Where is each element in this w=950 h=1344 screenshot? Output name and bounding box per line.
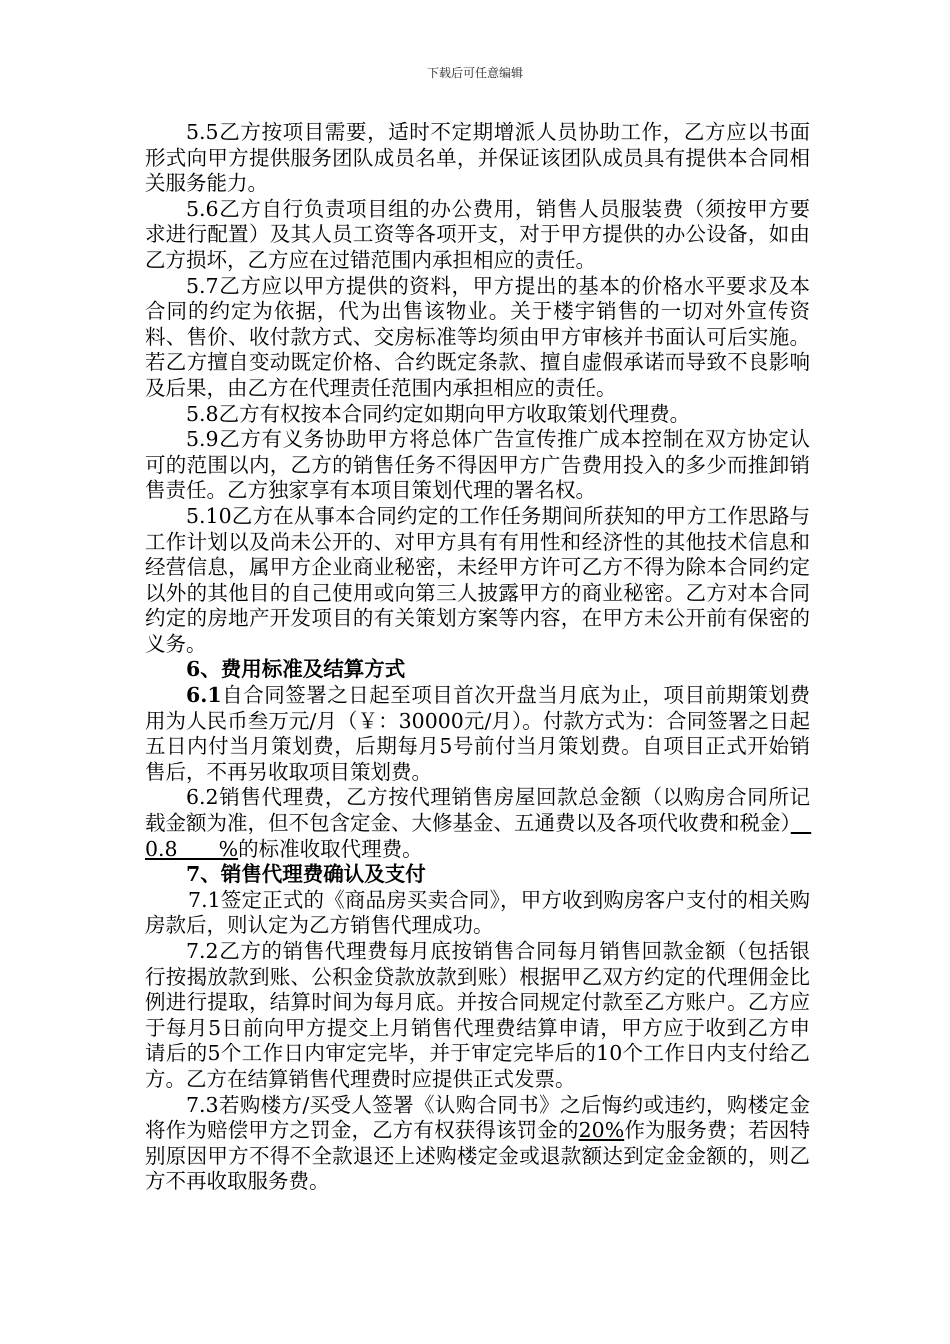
section-6-heading: 6、费用标准及结算方式 xyxy=(186,657,406,682)
clause-5-8: 5.8乙方有权按本合同约定如期向甲方收取策划代理费。 xyxy=(186,401,691,426)
clause-6-1 xyxy=(145,683,810,785)
clause-7-3-tail: 作为服务费；若因特别原因甲方不得不全款退还上述购楼定金或退款额达到定金金额的，则乙方不再收取服务费。 xyxy=(145,1118,811,1194)
commission-rate: 0.8 % xyxy=(145,811,812,861)
clause-6-1-text: 自合同签署之日起至项目首次开盘当月底为止，项目前期策划费用为人民币叁万元/月（￥：30000元/月）。付款方式为：合同签署之日起五日内付当月策划费，后期每月5号前付当月策划费。自项目正式开始销售后，不再另收取项目策划费。 xyxy=(145,683,810,784)
clause-6-2 xyxy=(145,785,810,862)
clause-6-2-tail: 的标准收取代理费。 xyxy=(238,836,423,861)
document-body xyxy=(145,120,810,1195)
clause-5-5: 5.5乙方按项目需要，适时不定期增派人员协助工作，乙方应以书面形式向甲方提供服务团队成员名单，并保证该团队成员具有提供本合同相关服务能力。 xyxy=(145,120,810,196)
clause-7-3 xyxy=(145,1093,810,1195)
clause-5-6: 5.6乙方自行负责项目组的办公费用，销售人员服装费（须按甲方要求进行配置）及其人员工资等各项开支，对于甲方提供的办公设备，如由乙方损坏，乙方应在过错范围内承担相应的责任。 xyxy=(145,196,810,272)
clause-7-3-text: 7.3若购楼方/买受人签署《认购合同书》之后悔约或违约，购楼定金将作为赔偿甲方之罚金，乙方有权获得该罚金的 xyxy=(145,1092,810,1143)
page-header: 下载后可任意编辑 xyxy=(426,66,523,80)
clause-5-9: 5.9乙方有义务协助甲方将总体广告宣传推广成本控制在双方协定认可的范围以内，乙方的销售任务不得因甲方广告费用投入的多少而推卸销售责任。乙方独家享有本项目策划代理的署名权。 xyxy=(145,427,810,503)
clause-6-2-text: 6.2销售代理费，乙方按代理销售房屋回款总金额（以购房合同所记载金额为准，但不包含定金、大修基金、五通费以及各项代收费和税金） xyxy=(145,785,810,836)
clause-5-7: 5.7乙方应以甲方提供的资料，甲方提出的基本的价格水平要求及本合同的约定为依据，代为出售该物业。关于楼宇销售的一切对外宣传资料、售价、收付款方式、交房标准等均须由甲方审核并书面认可后实施。若乙方擅自变动既定价格、合约既定条款、擅自虚假承诺而导致不良影响及后果，由乙方在代理责任范围内承担相应的责任。 xyxy=(145,273,810,400)
clause-5-10: 5.10乙方在从事本合同约定的工作任务期间所获知的甲方工作思路与工作计划以及尚未公开的、对甲方具有有用性和经济性的其他技术信息和经营信息，属甲方企业商业秘密，未经甲方许可乙方不得为除本合同约定以外的其他目的自己使用或向第三人披露甲方的商业秘密。乙方对本合同约定的房地产开发项目的有关策划方案等内容，在甲方未公开前有保密的义务。 xyxy=(145,503,810,656)
service-fee-percent: 20% xyxy=(578,1118,625,1143)
clause-7-1: 7.1签定正式的《商品房买卖合同》，甲方收到购房客户支付的相关购房款后，则认定为乙方销售代理成功。 xyxy=(145,887,810,938)
clause-6-1-number: 6.1 xyxy=(186,683,222,708)
section-7-heading: 7、销售代理费确认及支付 xyxy=(186,862,426,887)
clause-7-2: 7.2乙方的销售代理费每月底按销售合同每月销售回款金额（包括银行按揭放款到账、公积金贷款放款到账）根据甲乙双方约定的代理佣金比例进行提取，结算时间为每月底。并按合同规定付款至乙方账户。乙方应于每月5日前向甲方提交上月销售代理费结算申请，甲方应于收到乙方申请后的5个工作日内审定完毕，并于审定完毕后的10个工作日内支付给乙方。乙方在结算销售代理费时应提供正式发票。 xyxy=(145,939,810,1091)
